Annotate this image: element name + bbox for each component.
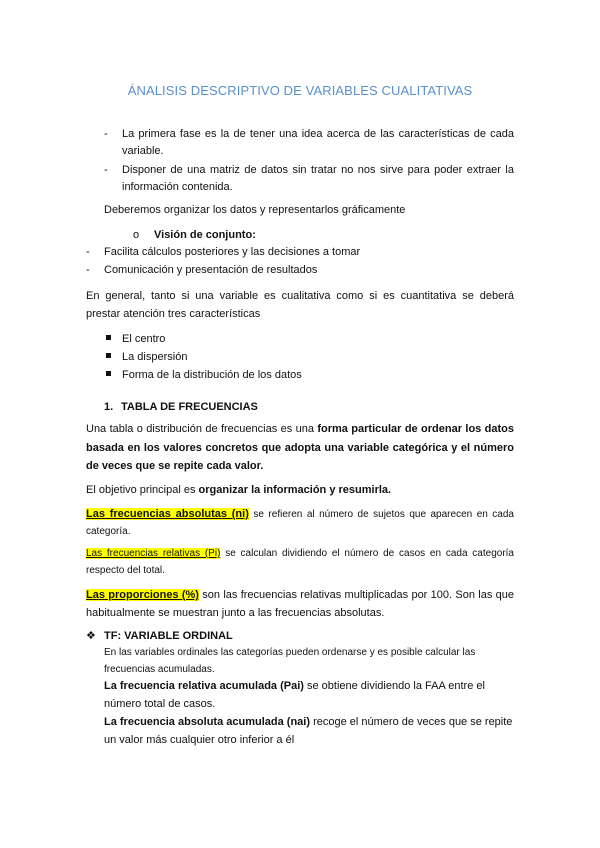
list-item — [104, 162, 514, 195]
organize-line: Deberemos organizar los datos y representarlos gráficamente — [104, 204, 406, 216]
list-item-text: Forma de la distribución de los datos — [122, 369, 302, 381]
definition-text: son las frecuencias relativas multiplicadas por 100. Son las que habitualmente se muestran junto a las frecuencias absolutas. — [86, 589, 514, 619]
section-heading — [104, 398, 258, 416]
highlighted-term: Las proporciones (%) — [86, 589, 199, 601]
section-number: 1. — [104, 401, 114, 413]
vision-label: Visión de conjunto: — [154, 229, 256, 241]
relative-cumulative-definition — [104, 677, 516, 713]
list-item-text: La primera fase es la de tener una idea acerca de las características de cada variable. — [122, 128, 514, 157]
frequency-table-definition — [86, 420, 514, 476]
definition-bold: forma particular de ordenar los datos basada en los valores concretos que adopta una variable categórica y el número de veces que se repite cada valor. — [86, 423, 515, 472]
list-item — [104, 348, 302, 366]
dash-bullet: - — [104, 128, 108, 140]
dash-bullet: - — [86, 246, 90, 258]
intro-dash-list — [104, 126, 514, 198]
diamond-bullet-icon: ❖ — [86, 630, 96, 642]
definition-text: Una tabla o distribución de frecuencias es una — [86, 423, 314, 435]
vision-list — [86, 243, 360, 279]
dash-bullet: - — [104, 164, 108, 176]
list-item-text: El centro — [122, 333, 166, 345]
list-item — [86, 261, 360, 279]
definition-text: se calculan dividiendo el número de casos en cada categoría respecto del total. — [86, 548, 514, 576]
ordinal-title: TF: VARIABLE ORDINAL — [104, 630, 233, 642]
square-bullet — [106, 353, 111, 358]
highlighted-term: Las frecuencias absolutas (ni) — [86, 508, 249, 520]
vision-heading — [133, 226, 256, 244]
list-item — [104, 366, 302, 384]
ordinal-intro: En las variables ordinales las categorías pueden ordenarse y es posible calcular las frecuencias acumuladas. — [104, 647, 476, 675]
definition-text: se obtiene dividiendo la FAA entre el número total de casos. — [104, 680, 485, 710]
definition-text: recoge el número de veces que se repite un valor más cualquier otro inferior a él — [104, 716, 513, 746]
absolute-cumulative-definition — [104, 713, 516, 749]
absolute-frequency-definition — [86, 506, 514, 540]
definition-text: se refieren al número de sujetos que aparecen en cada categoría. — [86, 509, 514, 537]
square-bullet — [106, 371, 111, 376]
objective-text: El objetivo principal es — [86, 484, 196, 496]
objective-bold: organizar la información y resumirla. — [198, 484, 392, 496]
ordinal-heading — [86, 627, 233, 645]
characteristics-list — [104, 330, 302, 384]
dash-bullet: - — [86, 264, 90, 276]
objective-line — [86, 481, 391, 499]
definition-term: La frecuencia absoluta acumulada (nai) — [104, 716, 311, 728]
list-item — [86, 243, 360, 261]
general-paragraph: En general, tanto si una variable es cualitativa como si es cuantitativa se deberá prestar atención tres características — [86, 290, 514, 320]
highlighted-term: Las frecuencias relativas (Pi) — [86, 548, 221, 559]
relative-frequency-definition — [86, 546, 514, 579]
list-item — [104, 330, 302, 348]
square-bullet — [106, 335, 111, 340]
section-title: TABLA DE FRECUENCIAS — [121, 401, 258, 413]
list-item — [104, 126, 514, 159]
list-item-text: La dispersión — [122, 351, 188, 363]
list-item-text: Disponer de una matriz de datos sin tratar no nos sirve para poder extraer la información contenida. — [122, 164, 514, 193]
definition-term: La frecuencia relativa acumulada (Pai) — [104, 680, 304, 692]
circle-bullet: o — [133, 229, 140, 241]
page-title: ÁNALISIS DESCRIPTIVO DE VARIABLES CUALITATIVAS — [127, 83, 473, 98]
proportions-definition — [86, 586, 514, 622]
list-item-text: Comunicación y presentación de resultados — [104, 264, 318, 276]
list-item-text: Facilita cálculos posteriores y las decisiones a tomar — [104, 246, 361, 258]
